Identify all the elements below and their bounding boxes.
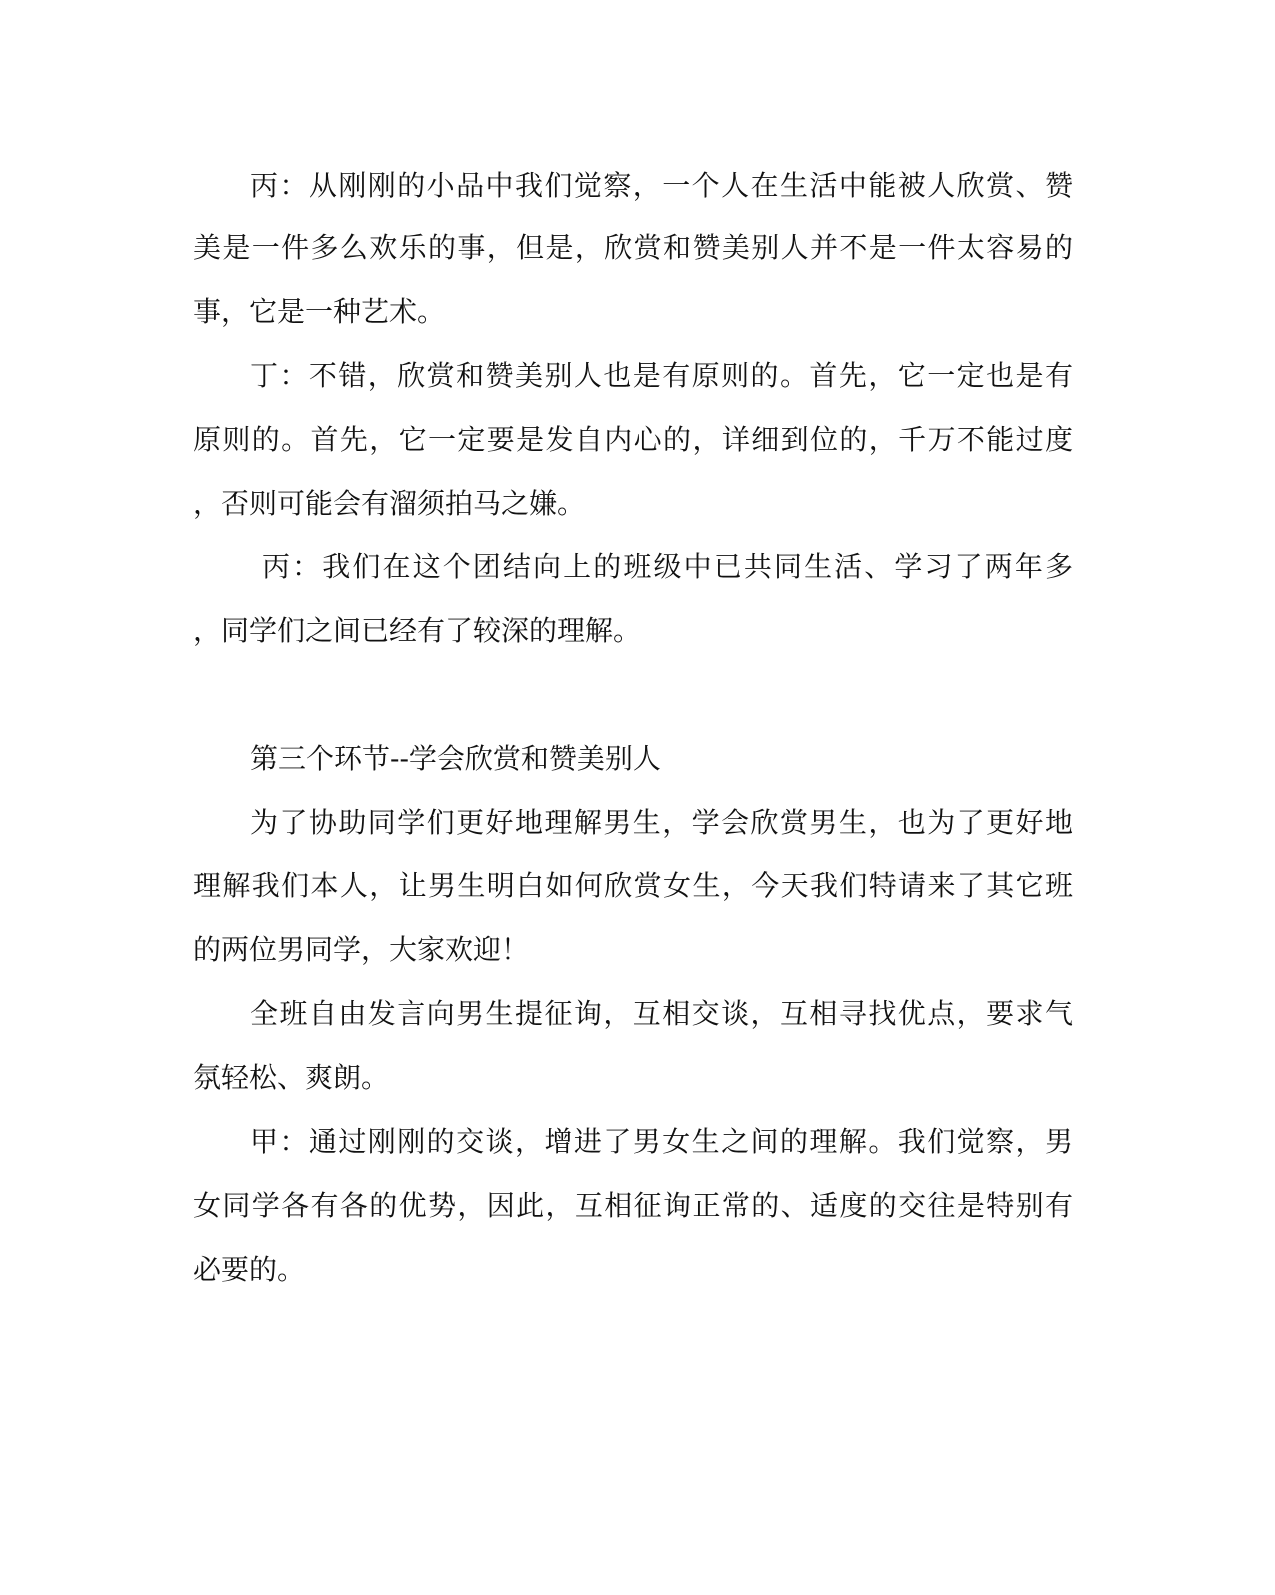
paragraph-line: 丙：我们在这个团结向上的班级中已共同生活、学习了两年多 bbox=[262, 550, 1073, 583]
paragraph-line: 为了协助同学们更好地理解男生，学会欣赏男生，也为了更好地 bbox=[250, 806, 1073, 839]
paragraph-line: ，否则可能会有溜须拍马之嫌。 bbox=[193, 487, 586, 520]
paragraph-line: 事，它是一种艺术。 bbox=[193, 295, 446, 328]
paragraph-line: 女同学各有各的优势，因此，互相征询正常的、适度的交往是特别有 bbox=[193, 1189, 1073, 1222]
paragraph-line: 全班自由发言向男生提征询，互相交谈，互相寻找优点，要求气 bbox=[250, 997, 1073, 1030]
paragraph-line: 氛轻松、爽朗。 bbox=[193, 1061, 390, 1094]
paragraph-line: 美是一件多么欢乐的事，但是，欣赏和赞美别人并不是一件太容易的 bbox=[193, 231, 1073, 264]
paragraph-line: 丁：不错，欣赏和赞美别人也是有原则的。首先，它一定也是有 bbox=[250, 359, 1073, 392]
paragraph-line: 必要的。 bbox=[193, 1253, 306, 1286]
paragraph-line: 甲：通过刚刚的交谈，增进了男女生之间的理解。我们觉察，男 bbox=[250, 1125, 1073, 1158]
section-heading: 第三个环节--学会欣赏和赞美别人 bbox=[250, 742, 661, 775]
paragraph-line: ，同学们之间已经有了较深的理解。 bbox=[193, 614, 642, 647]
paragraph-line: 原则的。首先，它一定要是发自内心的，详细到位的，千万不能过度 bbox=[193, 423, 1073, 456]
paragraph-line: 的两位男同学，大家欢迎！ bbox=[193, 933, 530, 966]
paragraph-line: 丙：从刚刚的小品中我们觉察，一个人在生活中能被人欣赏、赞 bbox=[250, 169, 1073, 202]
paragraph-line: 理解我们本人，让男生明白如何欣赏女生，今天我们特请来了其它班 bbox=[193, 869, 1073, 902]
